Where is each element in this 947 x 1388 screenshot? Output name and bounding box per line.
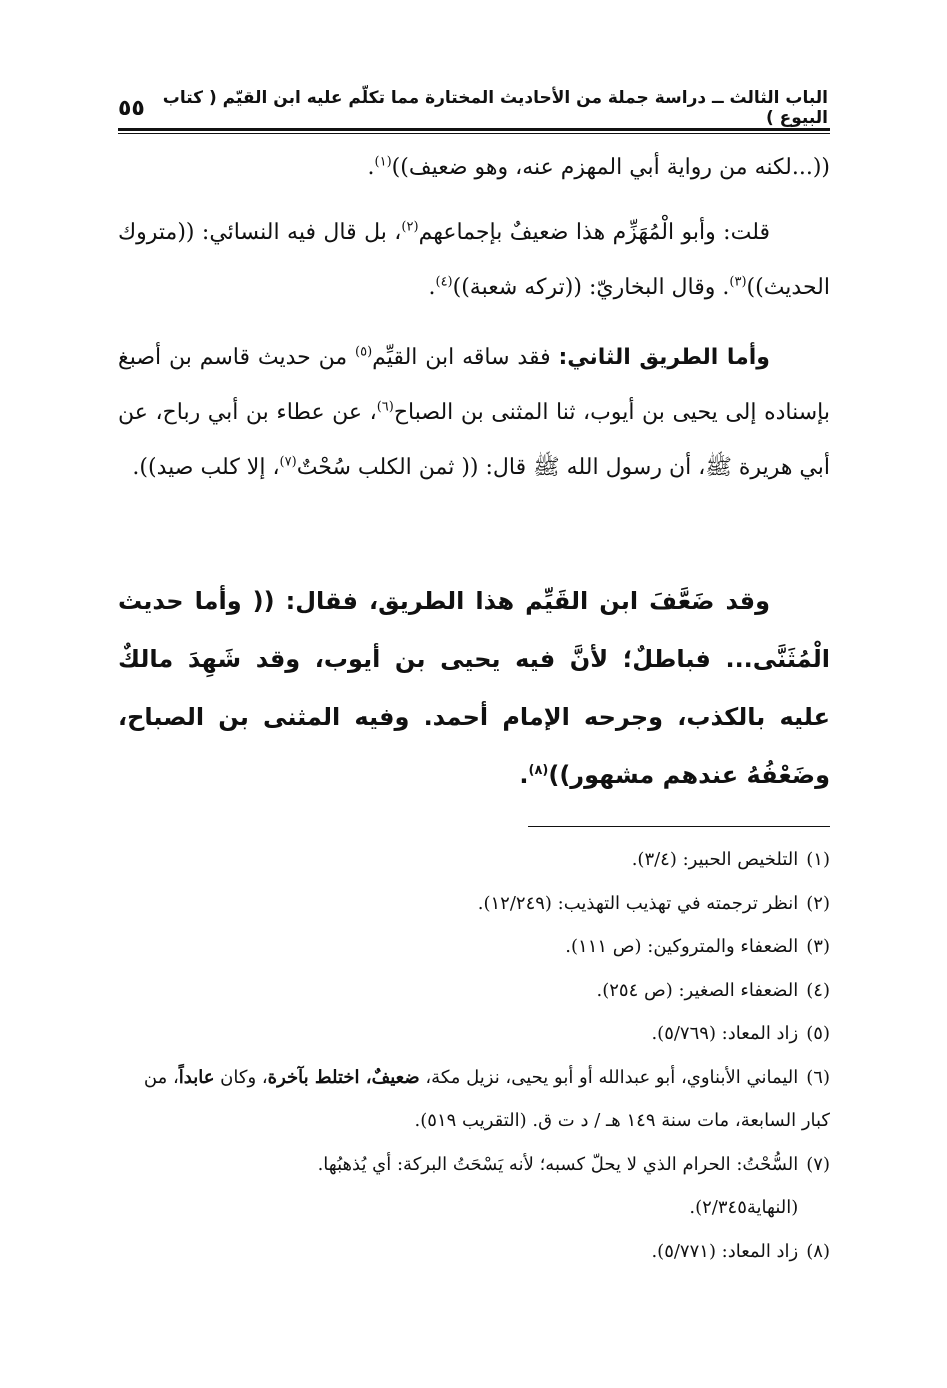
footnote-text-b: (النهاية٢/٣٤٥). xyxy=(689,1197,799,1218)
footnote-number: (٧) xyxy=(806,1153,830,1175)
footnote-number: (٤) xyxy=(806,979,830,1001)
paragraph-second-route xyxy=(118,330,830,495)
running-header xyxy=(118,88,828,128)
footnote-4 xyxy=(118,969,830,1013)
footnote-number: (٢) xyxy=(806,892,830,914)
paragraph-2-text-b: ، بل قال فيه النسائي: ((متروك الحديث)) xyxy=(118,220,830,300)
paragraph-ibn-qayyim-quote xyxy=(118,572,830,804)
footnote-text-a: اليماني الأبناوي، أبو عبدالله أو أبو يحيى، نزيل مكة، xyxy=(419,1066,799,1088)
footnote-text: التلخيص الحبير: (٣/٤). xyxy=(631,849,799,870)
paragraph-3-lead: وأما الطريق الثاني: xyxy=(558,345,770,370)
paragraph-2-text-a: قلت: وأبو الْمُهَزِّم هذا ضعيفٌ بإجماعهم xyxy=(418,220,770,245)
footnote-text: الضعفاء الصغير: (ص ٢٥٤). xyxy=(596,979,799,1001)
footnote-ref-5[interactable]: (٥) xyxy=(355,344,373,360)
footnote-number: (٦) xyxy=(806,1066,830,1088)
paragraph-1-period: . xyxy=(367,155,375,180)
footnote-8 xyxy=(118,1230,830,1274)
footnote-ref-8[interactable]: (٨) xyxy=(528,763,549,778)
footnote-number: (٥) xyxy=(806,1023,830,1044)
footnote-bold-a: ضعيفٌ، اختلط بآخرة xyxy=(267,1066,420,1088)
footnote-5 xyxy=(118,1012,830,1056)
paragraph-3-text-c: ، عن عطاء بن أبي رباح، عن أبي هريرة ﷺ، أن رسول الله ﷺ قال: (( ثمن الكلب سُحْتٌ xyxy=(118,400,830,480)
footnote-text: الضعفاء والمتروكين: (ص ١١١). xyxy=(565,936,799,957)
paragraph-4-text: وقد ضَعَّفَ ابن القَيِّم هذا الطريق، فقال: (( وأما حديث الْمُثَنَّى... فباطلٌ؛ لأنَّ فيه يحيى بن أيوب، وقد شَهِدَ مالكٌ عليه بالكذب، وجرحه الإمام أحمد. وفيه المثنى بن الصباح، وضَعْفُهُ عندهم مشهور)) xyxy=(118,587,830,789)
footnote-7 xyxy=(118,1143,830,1187)
footnote-bold-b: عابداً xyxy=(178,1066,215,1088)
footnote-text-b: ، وكان xyxy=(214,1066,268,1088)
footnotes-section xyxy=(118,838,830,1273)
footnote-number: (١) xyxy=(806,849,830,870)
footnote-number: (٣) xyxy=(806,936,830,957)
page-number: ٥٥ xyxy=(118,95,145,121)
footnote-7-continuation xyxy=(118,1186,830,1230)
paragraph-1-text: ((...لكنه من رواية أبي المهزم عنه، وهو ضعيف)) xyxy=(391,155,830,180)
header-rule-thin xyxy=(118,133,830,134)
footnote-number: (٨) xyxy=(806,1240,830,1262)
footnote-2 xyxy=(118,882,830,926)
paragraph-3-text-d: ، إلا كلب صيد)). xyxy=(132,455,280,480)
paragraph-abu-muhazzim xyxy=(118,205,830,315)
footnote-1 xyxy=(118,838,830,882)
footnote-text: زاد المعاد: (٥/٧٧١). xyxy=(651,1240,799,1262)
header-title: الباب الثالث ــ دراسة جملة من الأحاديث المختارة مما تكلّم عليه ابن القيّم ( كتاب البيوع ) xyxy=(162,88,828,128)
footnote-6 xyxy=(118,1056,830,1143)
paragraph-2-period: . xyxy=(428,275,436,300)
footnote-text: زاد المعاد: (٥/٧٦٩). xyxy=(651,1023,799,1044)
footnote-text-a: السُّحْتُ: الحرام الذي لا يحلّ كسبه؛ لأنه يَسْحَتُ البركة: أي يُذهبُها. xyxy=(317,1153,799,1175)
footnote-ref-6[interactable]: (٦) xyxy=(376,399,394,415)
paragraph-3-text-b: من حديث قاسم بن أصبغ بإسناده إلى يحيى بن أيوب، ثنا المثنى بن الصباح xyxy=(118,345,830,425)
footnote-ref-2[interactable]: (٢) xyxy=(401,219,419,235)
footnote-ref-4[interactable]: (٤) xyxy=(435,274,453,290)
footnote-ref-7[interactable]: (٧) xyxy=(279,454,297,470)
paragraph-quote-end xyxy=(118,140,830,195)
footnote-text: انظر ترجمته في تهذيب التهذيب: (١٢/٢٤٩). xyxy=(477,892,799,914)
footnote-separator xyxy=(528,826,830,827)
paragraph-3-text-a: فقد ساقه ابن القيِّم xyxy=(372,345,559,370)
footnote-3 xyxy=(118,925,830,969)
footnote-ref-3[interactable]: (٣) xyxy=(729,274,747,290)
footnote-text-c: ، من كبار السابعة، مات سنة ١٤٩ هـ / د ت ق. (التقريب ٥١٩). xyxy=(143,1066,830,1131)
paragraph-2-text-c: . وقال البخاريّ: ((تركه شعبة)) xyxy=(452,275,730,300)
paragraph-4-period: . xyxy=(519,761,529,789)
header-rule-thick xyxy=(118,128,830,131)
footnote-ref-1[interactable]: (١) xyxy=(374,154,392,170)
